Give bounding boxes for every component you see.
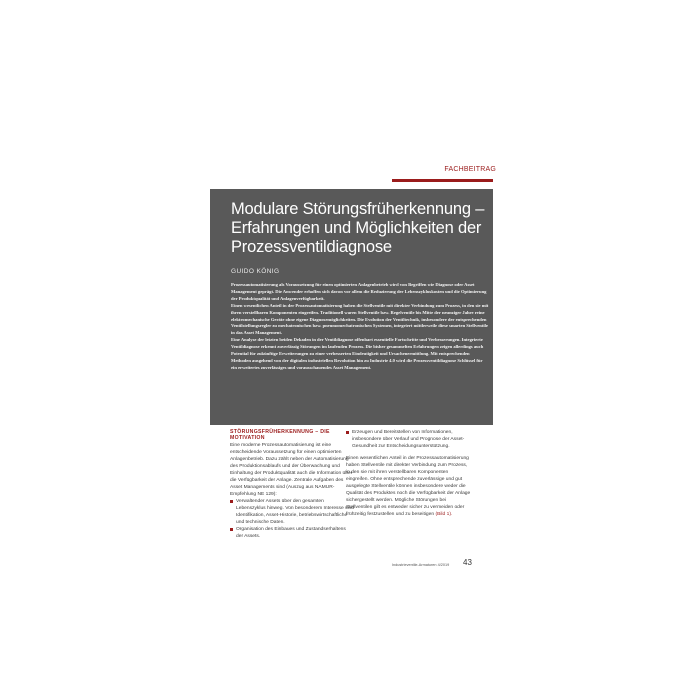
- lead-paragraph: Einen wesentlichen Anteil in der Prozessautomatisierung haben die Stellventile mit direkter Verbindung zum Prozess, in den sie mit ihren verstellbaren Komponenten eingreifen. Traditionell waren Stellventile bzw. Regelventile bis Mitte der neunziger Jahre reine elektromechanische Geräte ohne eigene Diagnosemöglichkeiten. Die Evolution der Ventiltechnik, insbesondere der entsprechenden Ventilstellungsregler zu mechatronischen bzw. pneumomechatronischen Systemen, integriert mittlerweile diese smarten Stellventile in das Asset Management.: [231, 302, 489, 336]
- footer-page-number: 43: [463, 558, 472, 567]
- section-heading: STÖRUNGSFRÜHERKENNUNG – DIE MOTIVATION: [230, 429, 330, 442]
- article-author: GUIDO KÖNIG: [231, 268, 280, 275]
- article-lead: [231, 282, 489, 372]
- lead-paragraph: Eine Analyse der letzten beiden Dekaden in der Ventildiagnose offenbart essentielle Fortschritte und Verbesserungen. Integrierte Ventildiagnose erkennt zuverlässig Störungen im laufenden Prozess. Die bisher gesammelten Erfahrungen zeigen allerdings auch Potential für zukünftige Erweiterungen zu einer verbesserten Eindeutigkeit und Ursachenermittlung. Mit entsprechenden Methoden ausgehend von der digitalen industriellen Revolution hin zu Industrie 4.0 wird die Prozessventildiagnose Schlüssel für ein erweitertes zuverlässiges und vorausschauendes Asset Management.: [231, 337, 484, 370]
- lead-paragraph: Prozessautomatisierung als Voraussetzung für einen optimierten Anlagenbetrieb wird von Begriffen wie Diagnose oder Asset Management geprägt. Die Anwender erhoffen sich davon vor allem die Reduzierung der Lebenszykluskosten und die Optimierung der Produktqualität und Anlagenverfügbarkeit.: [231, 282, 487, 301]
- article-title: Modulare Störungsfrüherkennung – Erfahrungen und Möglichkeiten der Prozessventildiagnose: [231, 200, 485, 256]
- figure-reference-link[interactable]: (Bild 1).: [435, 512, 453, 517]
- bullet-item: Verwaltender Assets über den gesamten Lebenszyklus hinweg. Von besonderem Interesse sind Identifikation, Asset-Historie, betriebswirtschaftliche und technische Daten.: [230, 498, 354, 526]
- section-rule: [392, 179, 493, 182]
- body-paragraph: Eine moderne Prozessautomatisierung ist eine entscheidende Voraussetzung für einen optimierten Anlagenbetrieb. Dazu zählt neben der Automatisierung des Produktionsablaufs und der Überwachung und Einhaltung der Produktqualität auch die Information über die Verfügbarkeit der Anlage. Zentrale Aufgaben des Asset Managements sind (Auszug aus NAMUR-Empfehlung NE 129):: [230, 442, 353, 497]
- body-paragraph: [346, 455, 472, 518]
- body-paragraph-text: Einen wesentlichen Anteil in der Prozessautomatisierung haben Stellventile mit direkter Verbindung zum Prozess, in den sie mit ihren verstellbaren Komponenten eingreifen. Ohne entsprechende zuverlässige und gut ausgelegte Stellventile können insbesondere weder die Qualität des Produktes noch die Verfügbarkeit der Anlage sichergestellt werden. Mögliche Störungen bei Stellventilen gilt es entweder sicher zu vermeiden oder frühzeitig festzustellen und zu beseitigen: [346, 456, 471, 517]
- section-label: FACHBEITRAG: [444, 166, 496, 173]
- footer-magazine: Industrieventile-Armaturen 4/2019: [392, 563, 450, 567]
- bullet-item: Organisation des Einbaues und Zustandserhaltens der Assets.: [230, 526, 354, 540]
- body-column-1: [230, 429, 354, 540]
- body-column-2: [346, 429, 472, 518]
- bullet-item: Erzeugen und Bereitstellen von Informationen, insbesondere über Verlauf und Prognose der Asset-Gesundheit zur Entscheidungsunterstützung.: [346, 429, 472, 450]
